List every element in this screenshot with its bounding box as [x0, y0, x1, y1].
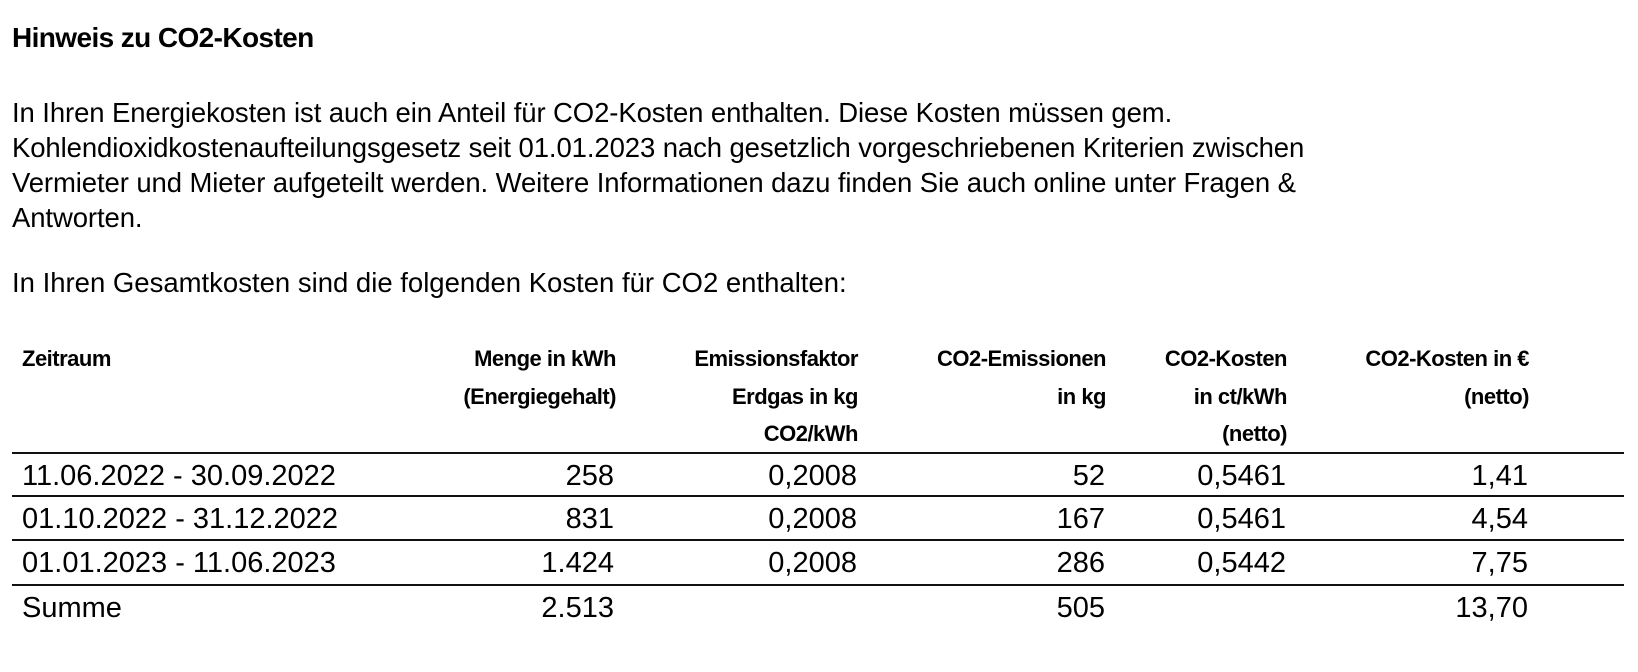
paragraph-line: Vermieter und Mieter aufgeteilt werden. Weitere Informationen dazu finden Sie auch online unter Fragen & [12, 167, 1296, 198]
cell-period: 11.06.2022 - 30.09.2022 [22, 460, 336, 492]
paragraph-line: Kohlendioxidkostenaufteilungsgesetz seit 01.01.2023 nach gesetzlich vorgeschriebenen Kriterien zwischen [12, 132, 1305, 163]
cell-emissions: 52 [1072, 460, 1105, 492]
cell-kwh: 1.424 [541, 547, 614, 579]
cell-eur: 1,41 [1471, 460, 1528, 492]
table-row [12, 541, 1624, 585]
column-header-period: Zeitraum [22, 346, 111, 371]
cell-kwh: 258 [565, 460, 614, 492]
cell-kwh: 831 [565, 503, 614, 535]
table-total-row [12, 586, 1624, 630]
explanation-paragraph [12, 95, 1612, 235]
cell-eur: 7,75 [1471, 547, 1528, 579]
cell-factor: 0,2008 [768, 547, 857, 579]
paragraph-line: Antworten. [12, 202, 143, 233]
cell-total-emissions: 505 [1056, 592, 1105, 624]
table-row [12, 497, 1624, 541]
column-header-co2-emissions: CO2-Emissionen in kg [936, 346, 1106, 409]
cell-eur: 4,54 [1471, 503, 1528, 535]
table-row [12, 454, 1624, 498]
column-header-emission-factor: Emissionsfaktor Erdgas in kg CO2/kWh [694, 346, 858, 446]
co2-cost-table [12, 340, 1624, 624]
column-header-quantity-kwh: Menge in kWh (Energiegehalt) [463, 346, 616, 409]
cell-ct-per-kwh: 0,5442 [1197, 547, 1286, 579]
cell-factor: 0,2008 [768, 460, 857, 492]
section-title: Hinweis zu CO2-Kosten [12, 22, 314, 53]
cell-factor: 0,2008 [768, 503, 857, 535]
cell-total-eur: 13,70 [1455, 592, 1528, 624]
cell-emissions: 167 [1056, 503, 1105, 535]
column-header-co2-cost-eur: CO2-Kosten in € (netto) [1365, 346, 1529, 409]
table-intro: In Ihren Gesamtkosten sind die folgenden Kosten für CO2 enthalten: [12, 267, 847, 298]
column-header-co2-cost-ct: CO2-Kosten in ct/kWh (netto) [1164, 346, 1287, 446]
paragraph-line: In Ihren Energiekosten ist auch ein Anteil für CO2-Kosten enthalten. Diese Kosten müssen gem. [12, 97, 1173, 128]
cell-total-kwh: 2.513 [541, 592, 614, 624]
cell-period: 01.10.2022 - 31.12.2022 [22, 503, 339, 535]
cell-period: 01.01.2023 - 11.06.2023 [22, 547, 336, 579]
cell-ct-per-kwh: 0,5461 [1197, 503, 1286, 535]
cell-total-label: Summe [22, 592, 122, 624]
cell-emissions: 286 [1056, 547, 1105, 579]
cell-ct-per-kwh: 0,5461 [1197, 460, 1286, 492]
